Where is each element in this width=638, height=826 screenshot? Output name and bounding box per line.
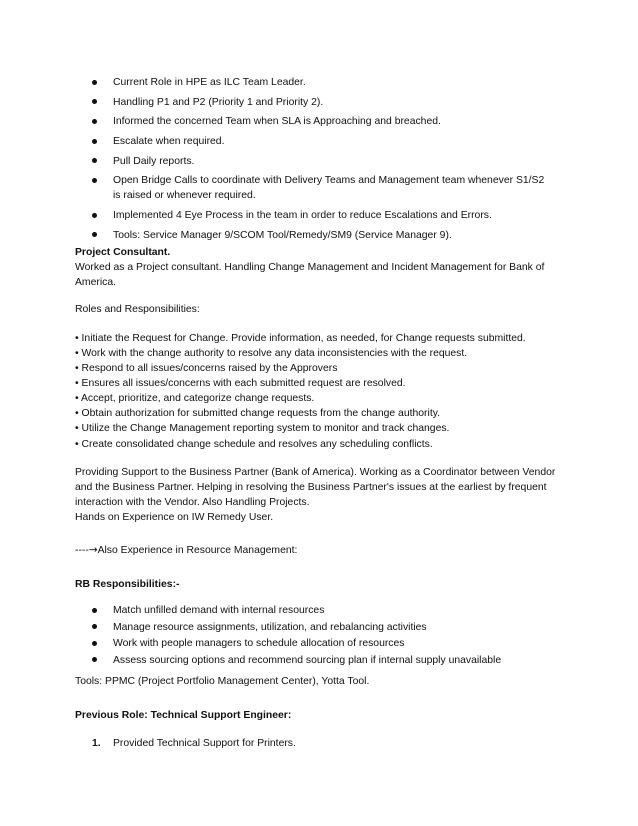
bullet-icon <box>92 641 97 646</box>
list-number: 1. <box>92 738 101 749</box>
list-item-text: Implemented 4 Eye Process in the team in order to reduce Escalations and Errors. <box>113 210 492 222</box>
responsibility-line: • Respond to all issues/concerns raised by the Approvers <box>75 363 338 375</box>
resource-management-line <box>75 543 565 558</box>
project-summary: Worked as a Project consultant. Handling Change Management and Incident Management for Bank of America. <box>75 262 545 289</box>
list-item-text: Informed the concerned Team when SLA is Approaching and breached. <box>113 116 441 128</box>
tools-line: Tools: PPMC (Project Portfolio Management Center), Yotta Tool. <box>75 676 370 687</box>
list-item <box>75 736 565 751</box>
responsibility-line: • Ensures all issues/concerns with each submitted request are resolved. <box>75 378 406 390</box>
list-item <box>75 75 565 90</box>
resource-line <box>75 543 565 558</box>
responsibility-line: • Accept, prioritize, and categorize change requests. <box>75 393 315 405</box>
list-item <box>75 134 565 149</box>
list-item-text: Current Role in HPE as ILC Team Leader. <box>113 77 306 88</box>
bullet-icon <box>92 213 97 218</box>
rb-heading-block <box>75 577 565 592</box>
bullet-icon <box>92 657 97 662</box>
bullet-icon <box>92 80 97 85</box>
list-item <box>75 636 565 651</box>
list-item-text: Escalate when required. <box>113 136 225 148</box>
current-role-list <box>75 75 565 243</box>
support-line: interaction with the Vendor. Also Handling Projects. <box>75 497 310 509</box>
responsibility-line: • Utilize the Change Management reporting system to monitor and track changes. <box>75 423 450 435</box>
roles-heading: Roles and Responsibilities: <box>75 304 200 315</box>
responsibility-line: • Obtain authorization for submitted change requests from the change authority. <box>75 408 441 420</box>
responsibility-line: • Create consolidated change schedule and resolves any scheduling conflicts. <box>75 438 433 450</box>
previous-role-list <box>75 736 565 751</box>
rb-list <box>75 603 565 668</box>
support-line: and the Business Partner. Helping in resolving the Business Partner's issues at the earliest by frequent <box>75 482 547 494</box>
bullet-icon <box>92 232 97 237</box>
bullet-icon <box>92 119 97 124</box>
bullet-icon <box>92 158 97 163</box>
list-item-text: Open Bridge Calls to coordinate with Delivery Teams and Management team whenever S1/S2 is raised or whenever required. <box>113 175 545 202</box>
list-item-text: Provided Technical Support for Printers. <box>113 738 296 749</box>
roles-heading-block <box>75 302 565 317</box>
current-role-section <box>75 75 565 247</box>
dash-prefix: ---- <box>75 545 89 556</box>
resource-text: Also Experience in Resource Management: <box>97 545 298 556</box>
previous-role-list-block <box>75 736 565 751</box>
list-item <box>75 95 565 110</box>
list-item-text: Pull Daily reports. <box>113 155 195 167</box>
list-item-text: Match unfilled demand with internal resources <box>113 605 325 616</box>
support-paragraph <box>75 465 575 525</box>
list-item-text: Assess sourcing options and recommend sourcing plan if internal supply unavailable <box>113 654 502 666</box>
bullet-icon <box>92 99 97 104</box>
list-item <box>75 208 565 223</box>
support-line: Providing Support to the Business Partner (Bank of America). Working as a Coordinator between Vendor <box>75 467 556 478</box>
list-item <box>75 173 565 203</box>
project-consultant-section <box>75 245 565 290</box>
list-item-text: Manage resource assignments, utilization, and rebalancing activities <box>113 621 427 633</box>
section-heading: Previous Role: Technical Support Engineer: <box>75 710 292 721</box>
section-heading: Project Consultant. <box>75 247 171 258</box>
list-item-text: Handling P1 and P2 (Priority 1 and Priority 2). <box>113 96 324 108</box>
list-item <box>75 114 565 129</box>
list-item <box>75 154 565 169</box>
arrow-right-icon: → <box>88 544 98 556</box>
bullet-icon <box>92 624 97 629</box>
responsibility-line: • Initiate the Request for Change. Provide information, as needed, for Change requests submitted. <box>75 333 526 344</box>
bullet-icon <box>92 608 97 613</box>
responsibility-line: • Work with the change authority to resolve any data inconsistencies with the request. <box>75 348 468 360</box>
list-item <box>75 653 565 668</box>
list-item <box>75 603 565 618</box>
responsibilities-block <box>75 331 565 452</box>
list-item <box>75 228 565 243</box>
section-heading: RB Responsibilities:- <box>75 579 180 590</box>
support-line: Hands on Experience on IW Remedy User. <box>75 512 274 524</box>
rb-tools-block <box>75 674 565 689</box>
previous-role-heading-block <box>75 708 565 723</box>
list-item-text: Tools: Service Manager 9/SCOM Tool/Remedy/SM9 (Service Manager 9). <box>113 229 452 241</box>
bullet-icon <box>92 178 97 183</box>
list-item <box>75 620 565 635</box>
bullet-icon <box>92 139 97 144</box>
rb-bullets-block <box>75 603 565 669</box>
list-item-text: Work with people managers to schedule allocation of resources <box>113 638 405 650</box>
